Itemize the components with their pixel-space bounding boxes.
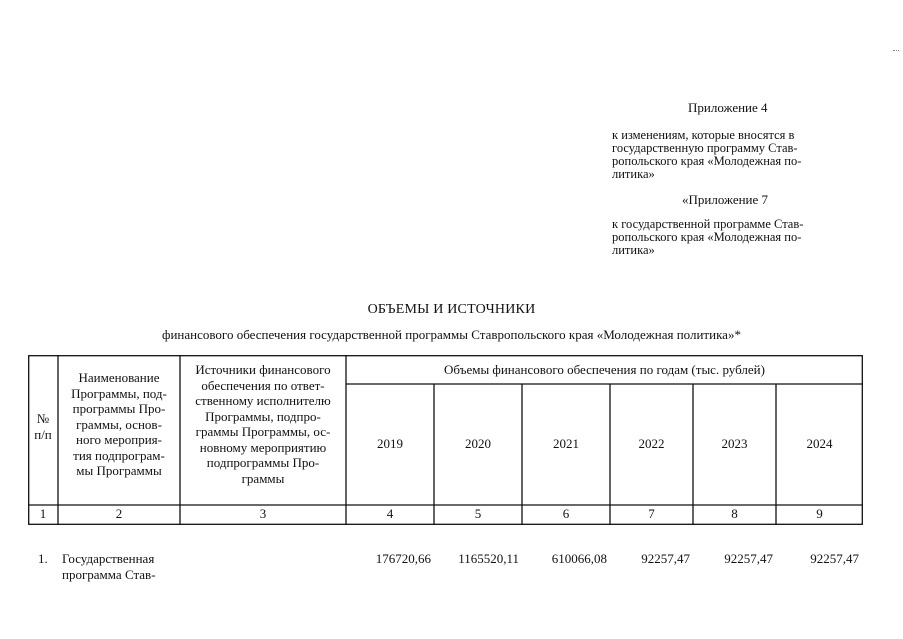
column-number: 5 xyxy=(474,506,482,521)
header-year: 2019 xyxy=(377,436,403,451)
document-title: ОБЪЕМЫ И ИСТОЧНИКИ xyxy=(367,302,536,317)
column-number: 9 xyxy=(816,506,823,521)
appendix-text xyxy=(612,129,858,181)
row-value-2022: 92257,47 xyxy=(641,551,690,566)
appendix-title-2: «Приложение 7 xyxy=(682,192,769,207)
header-year: 2020 xyxy=(465,436,491,451)
header-year: 2023 xyxy=(721,436,748,451)
appendix-text-2 xyxy=(612,218,858,257)
financing-table-header xyxy=(28,355,863,525)
row-number: 1. xyxy=(38,551,48,566)
header-source-line: граммы Программы, ос- xyxy=(195,424,331,439)
column-number: 2 xyxy=(115,506,123,521)
header-num-line: п/п xyxy=(34,426,52,442)
row-value-2021: 610066,08 xyxy=(551,551,607,566)
header-source-line: граммы xyxy=(241,470,285,486)
row-name-line: Государственная xyxy=(62,551,155,566)
scan-artifact xyxy=(893,50,899,53)
column-number: 4 xyxy=(386,506,394,521)
header-source xyxy=(180,362,346,486)
row-value-2019: 176720,66 xyxy=(375,551,431,566)
header-source-line: новному мероприятию xyxy=(199,439,327,455)
document-subtitle: финансового обеспечения государственной программы Ставропольского края «Молодежная политика»* xyxy=(162,327,741,342)
header-year: 2021 xyxy=(553,436,579,451)
appendix-text-line: к государственной программе Став- xyxy=(612,217,804,231)
header-num xyxy=(28,411,58,442)
column-number: 8 xyxy=(731,506,738,521)
header-num-line: № xyxy=(36,411,50,426)
column-number: 3 xyxy=(259,506,267,521)
header-year: 2024 xyxy=(806,436,833,451)
row-value-2023: 92257,47 xyxy=(724,551,773,566)
row-value-2024: 92257,47 xyxy=(810,551,859,566)
header-source-line: подпрограммы Про- xyxy=(206,455,320,470)
appendix-text-line: к изменениям, которые вносятся в xyxy=(612,128,795,142)
appendix-text-line: государственную программу Став- xyxy=(612,141,798,155)
header-source-line: Источники финансового xyxy=(195,362,331,377)
row-name-line: программа Став- xyxy=(62,567,156,582)
appendix-text-line: ропольского края «Молодежная по- xyxy=(612,154,802,168)
header-volumes: Объемы финансового обеспечения по годам (тыс. рублей) xyxy=(444,362,765,377)
appendix-text-line: литика» xyxy=(612,243,655,257)
header-name-line: граммы, основ- xyxy=(76,416,162,432)
appendix-text-line: ропольского края «Молодежная по- xyxy=(612,230,802,244)
appendix-text-line: литика» xyxy=(612,167,655,181)
header-name-line: тия подпрограм- xyxy=(73,447,165,463)
header-source-line: Программы, подпро- xyxy=(205,408,321,424)
header-name-line: мы Программы xyxy=(76,463,162,478)
header-name-line: программы Про- xyxy=(72,401,166,416)
header-source-line: ственному исполнителю xyxy=(195,393,331,408)
header-name-line: ного мероприя- xyxy=(76,432,162,447)
header-name xyxy=(58,370,180,479)
header-source-line: обеспечения по ответ- xyxy=(201,377,325,393)
column-number: 6 xyxy=(562,506,570,521)
column-number: 1 xyxy=(39,506,47,521)
row-value-2020: 1165520,11 xyxy=(458,551,519,566)
header-name-line: Программы, под- xyxy=(71,385,167,401)
column-number: 7 xyxy=(648,506,655,521)
header-year: 2022 xyxy=(638,436,665,451)
appendix-title: Приложение 4 xyxy=(688,100,768,115)
header-name-line: Наименование xyxy=(78,370,160,385)
row-name xyxy=(62,551,156,583)
